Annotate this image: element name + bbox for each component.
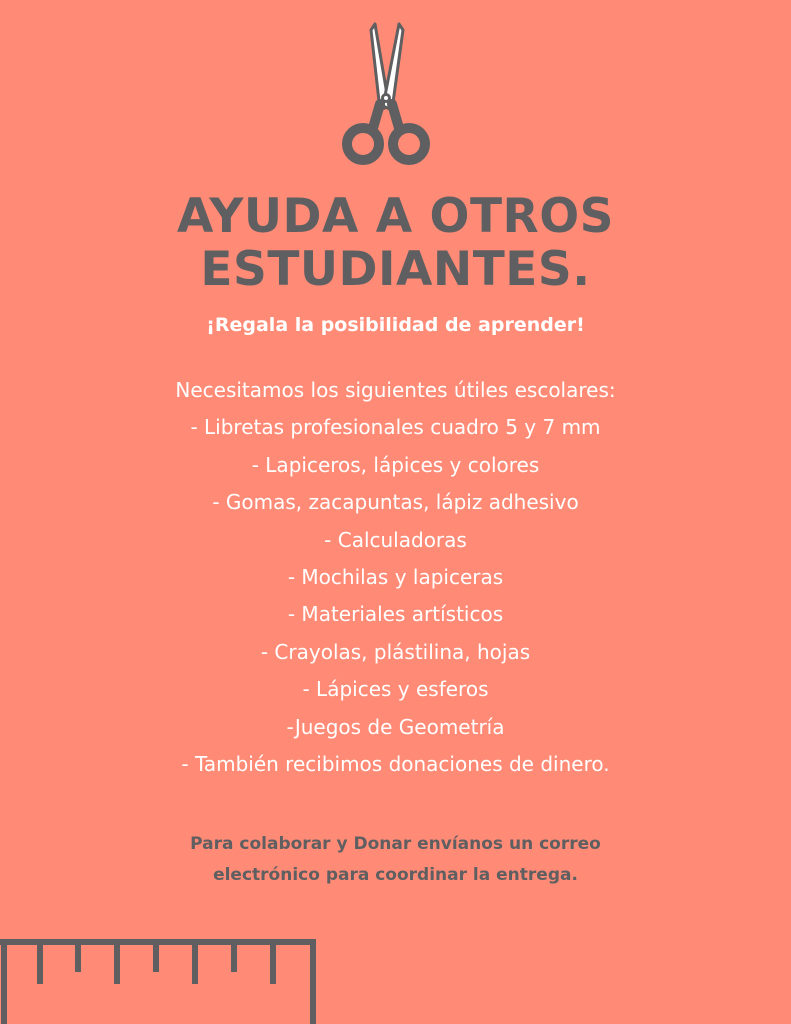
contact-line-1: Para colaborar y Donar envíanos un correo xyxy=(190,834,601,854)
list-item: - Crayolas, plástilina, hojas xyxy=(260,639,531,664)
list-item: - Lápices y esferos xyxy=(302,677,489,702)
list-item: - Calculadoras xyxy=(324,527,467,552)
list-item: - Gomas, zacapuntas, lápiz adhesivo xyxy=(212,490,579,515)
list-item: - Materiales artísticos xyxy=(287,602,504,627)
list-intro: Necesitamos los siguientes útiles escolares: xyxy=(175,378,616,402)
list-item: - Mochilas y lapiceras xyxy=(287,565,504,590)
ruler-icon xyxy=(0,938,320,1024)
list-item: - También recibimos donaciones de dinero. xyxy=(181,752,610,777)
subtitle: ¡Regala la posibilidad de aprender! xyxy=(206,314,585,336)
supplies-list xyxy=(0,372,791,783)
list-item: -Juegos de Geometría xyxy=(286,714,505,739)
list-item: - Lapiceros, lápices y colores xyxy=(251,452,540,477)
title-line-2: ESTUDIANTES. xyxy=(200,242,591,297)
title-line-1: AYUDA A OTROS xyxy=(176,189,615,244)
contact-line-2: electrónico para coordinar la entrega. xyxy=(213,865,578,885)
list-item: - Libretas profesionales cuadro 5 y 7 mm xyxy=(190,415,601,440)
scissors-icon xyxy=(333,20,439,170)
